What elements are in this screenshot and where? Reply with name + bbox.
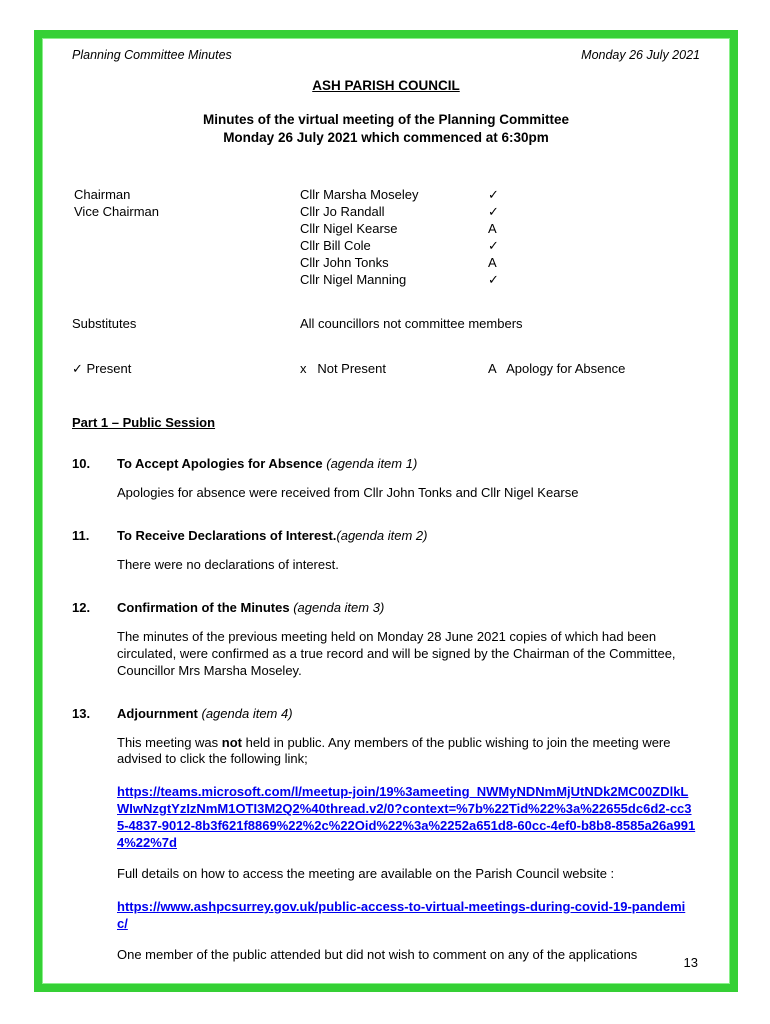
- attendance-table: [72, 186, 700, 288]
- attendance-legend: [72, 361, 700, 377]
- legend-not-present: x Not Present: [300, 361, 386, 377]
- substitutes-value: All councillors not committee members: [300, 316, 523, 332]
- attendee-name: Cllr Bill Cole: [300, 238, 371, 254]
- minute-item-13: [72, 706, 700, 964]
- minute-item-12: [72, 600, 700, 680]
- page-number: 13: [683, 955, 698, 970]
- attendance-row: [72, 220, 700, 237]
- attendee-status: ✓: [488, 204, 499, 220]
- meeting-subtitle: [72, 111, 700, 146]
- item-content: [117, 528, 700, 574]
- item-heading: [117, 600, 696, 615]
- attendee-status: ✓: [488, 272, 499, 288]
- item-body-paragraph: One member of the public attended but did not wish to comment on any of the applications: [117, 946, 638, 962]
- subtitle-line-1: Minutes of the virtual meeting of the Planning Committee: [202, 112, 570, 127]
- substitutes-row: [72, 316, 700, 331]
- item-agenda-ref: (agenda item 2): [336, 527, 428, 543]
- item-body-paragraph: There were no declarations of interest.: [117, 556, 339, 572]
- header-document-title: Planning Committee Minutes: [72, 48, 232, 62]
- attendee-name: Cllr Nigel Manning: [300, 272, 407, 288]
- attendee-status: A: [488, 221, 497, 237]
- item-number: 12.: [72, 599, 91, 615]
- teams-meeting-link[interactable]: https://teams.microsoft.com/l/meetup-join/19%3ameeting_NWMyNDNmMjUtNDk2MC00ZDlkLWIwNzgtYzIzNmM1OTI3M2Q2%40thread.v2/0?context=%7b%22Tid%22%3a%22655dc6d2-cc35-4837-9012-8b3f621f8869%22%2c%22Oid%22%3a%2252a651d8-60cc-4ef0-b8b8-8585a26a9914%22%7d: [117, 784, 696, 850]
- item-number: 13.: [72, 705, 91, 721]
- item-agenda-ref: (agenda item 1): [322, 456, 418, 472]
- legend-apology: A Apology for Absence: [488, 361, 626, 377]
- item-body-paragraph: The minutes of the previous meeting held on Monday 28 June 2021 copies of which had been circulated, were confirmed as a true record and will be signed by the Chairman of the Committee, Councillor Mrs Marsha Moseley.: [117, 628, 676, 678]
- item-body-paragraph: Full details on how to access the meeting are available on the Parish Council website :: [117, 865, 615, 881]
- council-title: ASH PARISH COUNCIL: [312, 78, 460, 93]
- attendee-role: [72, 254, 300, 271]
- attendee-role: [72, 237, 300, 254]
- attendee-role: Chairman: [74, 187, 131, 203]
- attendee-name: Cllr Nigel Kearse: [300, 221, 398, 237]
- attendee-status: A: [488, 255, 497, 271]
- substitutes-label: Substitutes: [72, 316, 137, 332]
- item-title: Confirmation of the Minutes: [117, 599, 290, 615]
- attendee-status: ✓: [488, 187, 499, 203]
- legend-present: ✓ Present: [72, 361, 132, 377]
- item-content: [117, 456, 700, 502]
- item-number: 10.: [72, 456, 91, 472]
- item-heading: [117, 706, 696, 721]
- attendee-role: [72, 271, 300, 288]
- part1-section-heading: Part 1 – Public Session: [72, 415, 216, 431]
- attendance-row: [72, 237, 700, 254]
- attendance-row: [72, 186, 700, 203]
- body-text-emphasis: not: [221, 734, 242, 750]
- minute-item-10: [72, 456, 700, 502]
- item-body-paragraph: Apologies for absence were received from Cllr John Tonks and Cllr Nigel Kearse: [117, 485, 579, 501]
- item-content: [117, 706, 700, 964]
- item-title: To Accept Apologies for Absence: [117, 456, 323, 472]
- attendance-row: [72, 203, 700, 220]
- item-heading: [117, 528, 696, 543]
- attendee-role: Vice Chairman: [74, 204, 160, 220]
- item-content: [117, 600, 700, 680]
- minute-item-11: [72, 528, 700, 574]
- header-date: Monday 26 July 2021: [581, 48, 700, 62]
- attendee-status: ✓: [488, 238, 499, 254]
- body-text: held in public. Any members of the public wishing to join the meeting were advised to click the following link;: [117, 734, 671, 767]
- item-number: 11.: [72, 527, 90, 543]
- running-header: [72, 48, 700, 62]
- item-title: To Receive Declarations of Interest.: [117, 527, 337, 543]
- attendee-name: Cllr Marsha Moseley: [300, 187, 419, 203]
- attendee-name: Cllr John Tonks: [300, 255, 389, 271]
- attendance-row: [72, 254, 700, 271]
- item-heading: [117, 456, 696, 471]
- attendee-role: [72, 220, 300, 237]
- body-text: This meeting was: [117, 734, 222, 750]
- parish-council-website-link[interactable]: https://www.ashpcsurrey.gov.uk/public-access-to-virtual-meetings-during-covid-19-pandemic/: [117, 898, 686, 931]
- item-agenda-ref: (agenda item 3): [289, 599, 385, 615]
- item-title: Adjournment: [117, 705, 198, 721]
- attendance-row: [72, 271, 700, 288]
- item-agenda-ref: (agenda item 4): [197, 705, 293, 721]
- attendee-name: Cllr Jo Randall: [300, 204, 385, 220]
- item-body-paragraph: [117, 735, 696, 769]
- subtitle-line-2: Monday 26 July 2021 which commenced at 6:30pm: [223, 129, 549, 145]
- green-border-frame: [34, 30, 738, 992]
